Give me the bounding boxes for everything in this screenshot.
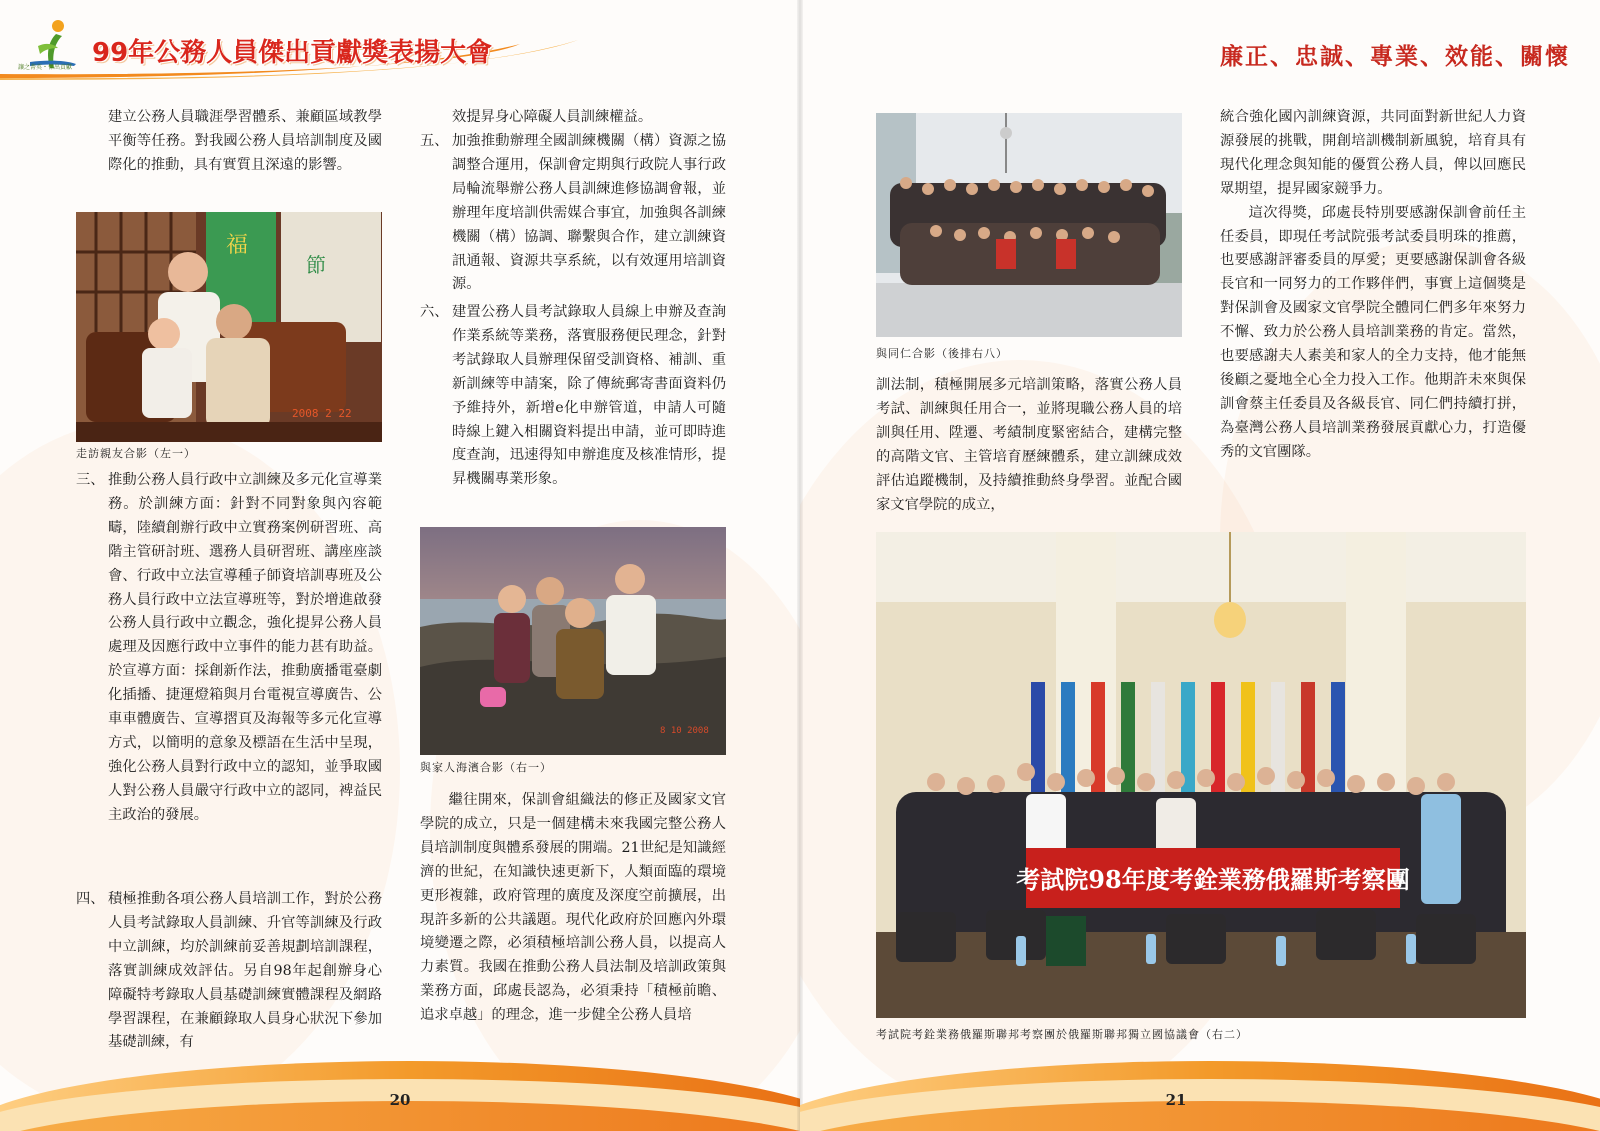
right-page: [800, 0, 1600, 1131]
russia-delegation-caption: 考試院考銓業務俄羅斯聯邦考察團於俄羅斯聯邦獨立國協議會（右二）: [876, 1028, 1248, 1041]
right-col2-p1: 統合強化國內訓練資源，共同面對新世紀人力資源發展的挑戰，開創培訓機制新風貌，培育具有現代化理念與知能的優質公務人員，俾以回應民眾期望，提昇國家競爭力。: [1220, 109, 1526, 197]
motto: 廉正、忠誠、專業、效能、關懷: [1220, 43, 1570, 70]
svg-text:2008 2 22: 2008 2 22: [292, 407, 352, 420]
list-marker: 五、: [420, 133, 449, 149]
right-col2-paragraphs: [1220, 106, 1526, 465]
svg-text:福: 福: [226, 233, 249, 258]
item-5-text: 加強推動辦理全國訓練機關（構）資源之協調整合運用，保訓會定期與行政院人事行政局輪流舉辦公務人員訓練進修協調會報，並辦理年度培訓供需媒合事宜，加強與各訓練機關（構）協調、聯繫與合作，建立訓練資訊通報、資源共享系統，以有效運用培訓資源。: [452, 133, 726, 293]
right-col2-p2: 這次得獎，邱處長特別要感謝保訓會前任主任委員，即現任考試院張考試委員明珠的推薦，也要感謝評審委員的厚愛；更要感謝保訓會各級長官和一同努力的工作夥伴們，事實上這個獎是對保訓會及國家文官學院全體同仁們多年來努力不懈、致力於公務人員培訓業務的肯定。當然，也要感謝夫人素美和家人的全力支持，他才能無後顧之憂地全心全力投入工作。他期許未來與保訓會蔡主任委員及各級長官、同仁們持續打拼，為臺灣公務人員培訓業務發展貢獻心力，打造優秀的文官團隊。: [1220, 204, 1526, 460]
right-col1-paragraph: [876, 374, 1182, 517]
closing-paragraph: [420, 789, 726, 1028]
family-visit-photo: [76, 212, 382, 442]
family-visit-caption: 走訪親友合影（左一）: [76, 447, 196, 460]
item-4-text: 積極推動各項公務人員培訓工作，對於公務人員考試錄取人員訓練、升官等訓練及行政中立訓練，均於訓練前妥善規劃培訓課程，落實訓練成效評估。另自98年起創辦身心障礙特考錄取人員基礎訓練實體課程及網路學習課程，在兼顧錄取人員身心狀況下參加基礎訓練，有: [108, 891, 382, 1051]
event-title: 99年公務人員傑出貢獻獎表揚大會: [92, 38, 493, 68]
intro-paragraph: [108, 106, 382, 178]
item-4-continued: [452, 106, 726, 130]
seaside-photo: [420, 527, 726, 755]
colleagues-group-photo: [876, 113, 1182, 337]
item-6: [420, 301, 726, 492]
item-6-text: 建置公務人員考試錄取人員線上申辦及查詢作業系統等業務，落實服務便民理念，針對考試錄取人員辦理保留受訓資格、補訓、重新訓練等申請案，除了傳統郵寄書面資料仍予維持外，新增e化申辦管道，申請人可隨時線上鍵入相關資料提出申請，並可即時進度查詢，迅速得知申辦進度及核准情形，提昇機關專業形象。: [452, 304, 726, 488]
colleagues-caption: 與同仁合影（後排右八）: [876, 347, 1008, 360]
seaside-caption: 與家人海濱合影（右一）: [420, 761, 552, 774]
svg-text:節: 節: [306, 253, 326, 277]
item-3: [76, 469, 382, 828]
right-col1-text: 訓法制，積極開展多元培訓策略，落實公務人員考試、訓練與任用合一，並將現職公務人員的培訓與任用、陞遷、考績制度緊密結合，建構完整的高階文官、主管培育歷練體系，建立訓練成效評估追蹤機制，及持續推動終身學習。並配合國家文官學院的成立，: [876, 377, 1182, 513]
page-number: 21: [1165, 1091, 1187, 1109]
page-number: 20: [389, 1091, 411, 1109]
svg-text:8 10 2008: 8 10 2008: [660, 726, 709, 736]
intro-text: 建立公務人員職涯學習體系、兼顧區域教學平衡等任務。對我國公務人員培訓制度及國際化的推動，具有實質且深遠的影響。: [108, 109, 382, 173]
russia-delegation-photo: [876, 532, 1526, 1018]
delegation-banner-text: 考試院98年度考銓業務俄羅斯考察團: [1016, 865, 1410, 894]
item-5: [420, 130, 726, 297]
closing-text: 繼往開來，保訓會組織法的修正及國家文官學院的成立，只是一個建構未來我國完整公務人員培訓制度與體系發展的開端。21世紀是知識經濟的世紀，在知識快速更新下，人類面臨的環境更形複雜，政府管理的廣度及深度空前擴展，出現許多新的公共議題。現代化政府於回應內外環境變遷之際，必須積極培訓公務人員，以提高人力素質。我國在推動公務人員法制及培訓政策與業務方面，邱處長認為，必須秉持「積極前瞻、追求卓越」的理念，進一步健全公務人員培: [420, 792, 726, 1024]
continued-text: 效提昇身心障礙人員訓練權益。: [452, 109, 653, 125]
item-4: [76, 888, 382, 1055]
list-marker: 六、: [420, 304, 449, 320]
item-3-text: 推動公務人員行政中立訓練及多元化宣導業務。於訓練方面：針對不同對象與內容範疇，陸續創辦行政中立實務案例研習班、高階主管研討班、選務人員研習班、講座座談會、行政中立法宣導種子師資培訓專班及公務人員行政中立法宣導班等，對於增進啟發公務人員行政中立觀念，強化提昇公務人員處理及因應行政中立事件的能力甚有助益。於宣導方面：採創新作法，推動廣播電臺劇化插播、捷運燈箱與月台電視宣導廣告、公車車體廣告、宣導摺頁及海報等多元化宣導方式，以簡明的意象及標語在生活中呈現，強化公務人員對行政中立的認知，並爭取國人對公務人員嚴守行政中立的認同，裨益民主政治的發展。: [108, 472, 382, 823]
list-marker: 四、: [76, 891, 105, 907]
list-marker: 三、: [76, 472, 105, 488]
logo-tagline: 讓之菁英・傑出貢獻: [18, 64, 73, 71]
